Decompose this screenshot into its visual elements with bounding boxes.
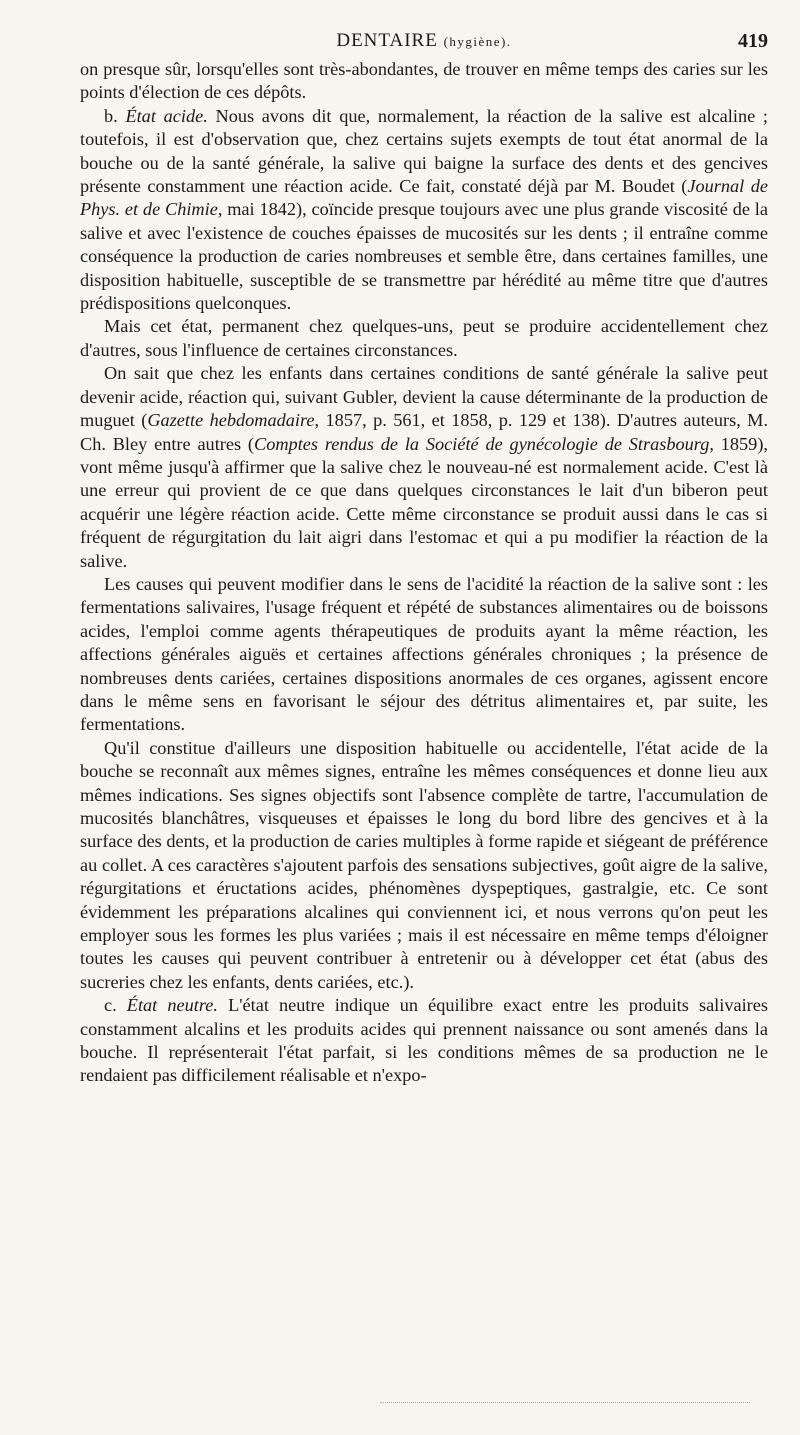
paragraph: Les causes qui peuvent modifier dans le sens de l'acidité la réaction de la salive sont : les fermentations salivaires, l'usage fréquent et répété de substances alimentaires ou de boissons acides, l'emploi comme agents thérapeutiques de produits ayant la même réaction, les affections générales aiguës et certaines affections générales chroniques ; la présence de nombreuses dents cariées, certaines dispositions anormales de ces organes, agissent encore dans le même sens en favorisant le séjour des détritus alimentaires et, par suite, les fermentations. xyxy=(80,573,768,735)
paragraph: Qu'il constitue d'ailleurs une disposition habituelle ou accidentelle, l'état acide de la bouche se reconnaît aux mêmes signes, entraîne les mêmes conséquences et donne lieu aux mêmes indications. Ses signes objectifs sont l'absence complète de tartre, l'accumulation de mucosités blanchâtres, visqueuses et épaisses le long du bord libre des gencives et à la surface des dents, et la production de caries multiples à forme rapide et siégeant de préférence au collet. A ces caractères s'ajoutent parfois des sensations subjectives, goût aigre de la salive, régurgitations et éructations acides, phénomènes dyspeptiques, gastralgie, etc. Ce sont évidemment les préparations alcalines qui conviennent ici, et nous verrons qu'on peut les employer sous les formes les plus variées ; mais il est nécessaire en même temps d'éloigner toutes les causes qui peuvent contribuer à entretenir ou à développer cet état (abus des sucreries chez les enfants, dents cariées, etc.). xyxy=(80,737,768,992)
paragraph: On sait que chez les enfants dans certaines conditions de santé générale la salive peut devenir acide, réaction qui, suivant Gubler, devient la cause déterminante de la production de muguet (Gazette hebdomadaire, 1857, p. 561, et 1858, p. 129 et 138). D'autres auteurs, M. Ch. Bley entre autres (Comptes rendus de la Société de gynécologie de Strasbourg, 1859), vont même jusqu'à affirmer que la salive chez le nouveau-né est normalement acide. C'est là une erreur qui provient de ce que dans quelques circonstances le lait d'un biberon peut acquérir une légère réaction acide. Cette même circonstance se produit aussi dans le cas si fréquent de régurgitation du lait aigri dans l'estomac et qui a pu modifier la réaction de la salive. xyxy=(80,363,768,571)
section-heading-etat-acide: État acide. xyxy=(125,105,208,126)
footer-rule xyxy=(380,1402,750,1403)
section-heading-etat-neutre: État neutre. xyxy=(126,995,218,1016)
paragraph: on presque sûr, lorsqu'elles sont très-abondantes, de trouver en même temps des caries sur les points d'élection de ces dépôts. xyxy=(80,59,768,103)
running-title: DENTAIRE xyxy=(336,30,438,51)
running-subtitle: (hygiène). xyxy=(443,34,512,49)
page-number: 419 xyxy=(738,30,768,52)
page-header xyxy=(80,30,768,56)
paragraph: Mais cet état, permanent chez quelques-uns, peut se produire accidentellement chez d'autres, sous l'influence de certaines circonstances. xyxy=(80,316,768,360)
citation: Journal de Phys. et de Chimie xyxy=(80,176,768,220)
body-text xyxy=(80,58,768,1088)
paragraph-etat-neutre: c. État neutre. L'état neutre indique un équilibre exact entre les produits salivaires constamment alcalins et les produits acides qui prennent naissance ou sont amenés dans la bouche. Il représenterait l'état parfait, si les conditions mêmes de sa production ne le rendaient pas difficilement réalisable et n'expo- xyxy=(80,995,768,1086)
paragraph-etat-acide: b. État acide. Nous avons dit que, normalement, la réaction de la salive est alcaline ; toutefois, il est d'observation que, chez certains sujets exempts de tout état anormal de la bouche ou de la santé générale, la salive qui baigne la surface des dents et des gencives présente constamment une réaction acide. Ce fait, constaté déjà par M. Boudet (Journal de Phys. et de Chimie, mai 1842), coïncide presque toujours avec une plus grande viscosité de la salive et avec l'existence de couches épaisses de mucosités sur les dents ; il entraîne comme conséquence la production de caries nombreuses et semble être, dans certaines familles, une disposition habituelle, susceptible de se transmettre par hérédité au même titre que d'autres prédispositions quelconques. xyxy=(80,105,768,314)
citation: Gazette hebdomadaire xyxy=(147,410,315,431)
citation: Comptes rendus de la Société de gynécologie de Strasbourg xyxy=(254,433,710,454)
running-head xyxy=(80,30,768,52)
